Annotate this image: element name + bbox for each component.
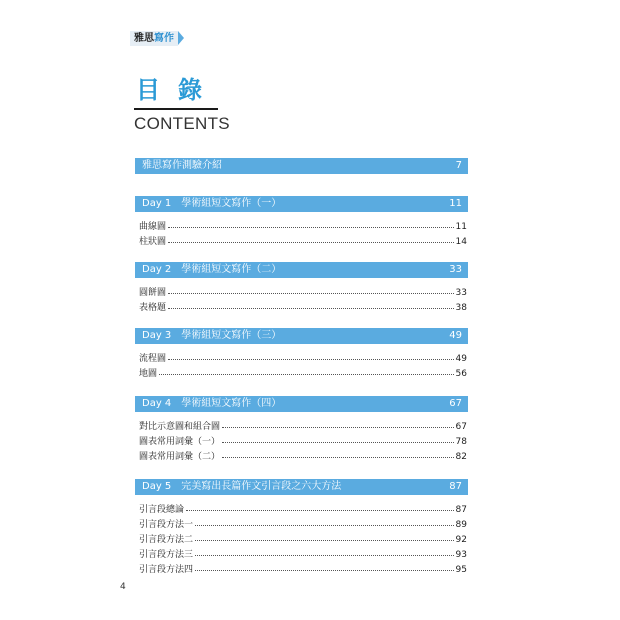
- section-label: Day 3 學術組短文寫作（三）: [142, 330, 282, 341]
- entry-label: 引言段總論: [139, 505, 185, 515]
- toc-entry[interactable]: [139, 235, 467, 249]
- header-tab-arrow-icon: [178, 31, 184, 45]
- toc-entry[interactable]: [139, 301, 467, 315]
- entry-label: 引言段方法一: [139, 520, 194, 530]
- section-label: Day 2 學術組短文寫作（二）: [142, 264, 282, 275]
- toc-entry[interactable]: [139, 563, 467, 577]
- title-underline: [134, 108, 218, 110]
- dot-leader: [222, 419, 454, 428]
- section-label: Day 1 學術組短文寫作（一）: [142, 198, 282, 209]
- section-label: 雅思寫作測驗介紹: [142, 160, 222, 171]
- entry-label: 表格題: [139, 303, 167, 313]
- entry-page: 78: [455, 437, 467, 447]
- dot-leader: [159, 366, 454, 375]
- entry-page: 92: [455, 535, 467, 545]
- toc-entry[interactable]: [139, 518, 467, 532]
- dot-leader: [195, 547, 454, 556]
- entry-page: 49: [455, 354, 467, 364]
- entry-page: 56: [455, 369, 467, 379]
- toc-entry[interactable]: [139, 367, 467, 381]
- page-number: 4: [120, 582, 126, 592]
- entry-page: 82: [455, 452, 467, 462]
- toc-section-day-5[interactable]: [135, 479, 468, 495]
- toc-entry[interactable]: [139, 352, 467, 366]
- entry-label: 流程圖: [139, 354, 167, 364]
- toc-entry[interactable]: [139, 220, 467, 234]
- header-title-part-b: 寫作: [154, 33, 174, 44]
- dot-leader: [168, 234, 454, 243]
- dot-leader: [168, 300, 454, 309]
- dot-leader: [168, 285, 454, 294]
- entry-label: 對比示意圖和組合圖: [139, 422, 221, 432]
- section-label: Day 5 完美寫出長篇作文引言段之六大方法: [142, 481, 342, 492]
- toc-section-day-1[interactable]: [135, 196, 468, 212]
- entry-label: 地圖: [139, 369, 158, 379]
- entry-label: 曲線圖: [139, 222, 167, 232]
- section-page: 33: [449, 264, 462, 275]
- entry-label: 圖表常用詞彙（二）: [139, 452, 221, 462]
- entry-page: 89: [455, 520, 467, 530]
- header-title-part-a: 雅思: [134, 33, 154, 44]
- toc-entry[interactable]: [139, 435, 467, 449]
- entry-page: 11: [455, 222, 467, 232]
- page-subtitle: CONTENTS: [134, 114, 230, 133]
- dot-leader: [222, 449, 454, 458]
- dot-leader: [168, 219, 454, 228]
- entry-label: 柱狀圖: [139, 237, 167, 247]
- toc-section-day-4[interactable]: [135, 396, 468, 412]
- entry-page: 33: [455, 288, 467, 298]
- running-header-title: [130, 31, 174, 46]
- toc-entry[interactable]: [139, 503, 467, 517]
- dot-leader: [222, 434, 454, 443]
- entry-page: 93: [455, 550, 467, 560]
- toc-section-day-3[interactable]: [135, 328, 468, 344]
- entry-label: 引言段方法四: [139, 565, 194, 575]
- entry-label: 圖表常用詞彙（一）: [139, 437, 221, 447]
- section-label: Day 4 學術組短文寫作（四）: [142, 398, 282, 409]
- section-page: 7: [455, 160, 462, 171]
- dot-leader: [195, 562, 454, 571]
- toc-entry[interactable]: [139, 286, 467, 300]
- toc-entry[interactable]: [139, 450, 467, 464]
- entry-label: 引言段方法二: [139, 535, 194, 545]
- dot-leader: [186, 502, 454, 511]
- entry-label: 圓餅圖: [139, 288, 167, 298]
- running-header-tab: [130, 31, 184, 46]
- toc-entry[interactable]: [139, 533, 467, 547]
- dot-leader: [168, 351, 454, 360]
- section-page: 87: [449, 481, 462, 492]
- entry-label: 引言段方法三: [139, 550, 194, 560]
- section-page: 49: [449, 330, 462, 341]
- entry-page: 38: [455, 303, 467, 313]
- entry-page: 87: [455, 505, 467, 515]
- section-page: 67: [449, 398, 462, 409]
- entry-page: 14: [455, 237, 467, 247]
- toc-section-day-2[interactable]: [135, 262, 468, 278]
- toc-entry[interactable]: [139, 420, 467, 434]
- dot-leader: [195, 517, 454, 526]
- section-page: 11: [449, 198, 462, 209]
- toc-entry[interactable]: [139, 548, 467, 562]
- entry-page: 95: [455, 565, 467, 575]
- page-title: 目錄: [136, 76, 220, 104]
- entry-page: 67: [455, 422, 467, 432]
- toc-section-intro[interactable]: [135, 158, 468, 174]
- dot-leader: [195, 532, 454, 541]
